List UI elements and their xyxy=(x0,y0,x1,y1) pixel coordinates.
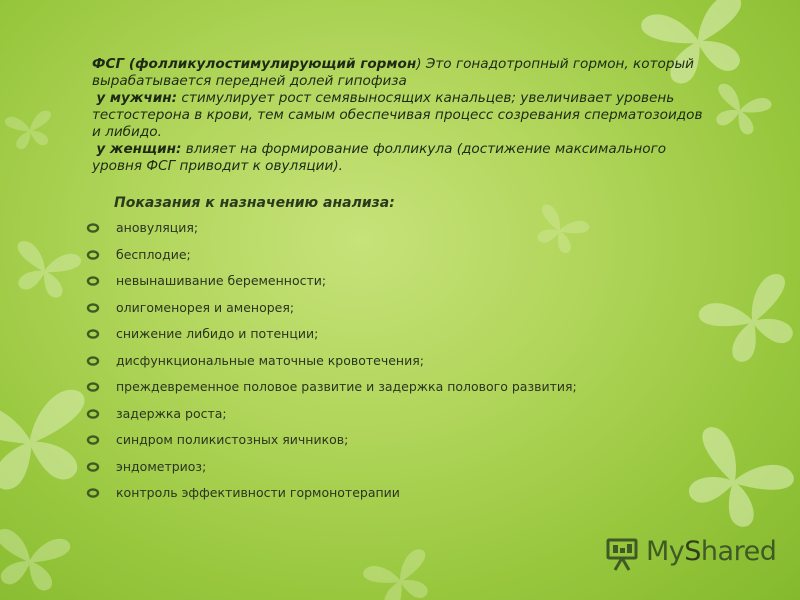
butterfly-icon xyxy=(707,82,774,139)
ring-bullet-icon xyxy=(86,409,100,419)
fsh-close: ) xyxy=(416,56,422,72)
list-item-text: дисфункциональные маточные кровотечения; xyxy=(116,352,424,368)
ring-bullet-icon xyxy=(86,435,100,445)
list-item xyxy=(86,221,712,248)
ring-bullet-icon xyxy=(86,488,100,498)
myshared-logo[interactable] xyxy=(606,536,776,572)
list-item-text: преждевременное половое развитие и задержка полового развития; xyxy=(116,379,577,394)
list-item-text: эндометриоз; xyxy=(116,458,207,474)
list-item-text: невынашивание беременности; xyxy=(116,273,327,288)
ring-bullet-icon xyxy=(86,462,100,472)
butterfly-icon xyxy=(7,239,82,302)
slide-content xyxy=(92,56,712,513)
indications-heading: Показания к назначению анализа: xyxy=(114,195,395,211)
logo-text xyxy=(646,536,776,567)
list-item xyxy=(86,248,712,275)
list-item xyxy=(86,433,712,460)
list-item-text: ановуляция; xyxy=(116,220,199,235)
list-item xyxy=(86,486,712,513)
intro-paragraph xyxy=(92,56,712,175)
butterfly-icon xyxy=(4,110,56,151)
list-item-text: бесплодие; xyxy=(116,246,191,262)
ring-bullet-icon xyxy=(86,382,100,392)
logo-text-s: S xyxy=(684,536,701,567)
logo-text-my: My xyxy=(646,536,685,567)
indications-list xyxy=(86,221,712,513)
list-item xyxy=(86,460,712,487)
ring-bullet-icon xyxy=(86,223,100,233)
butterfly-icon xyxy=(0,387,98,494)
list-item-text: задержка роста; xyxy=(116,405,227,421)
logo-text-hared: hared xyxy=(700,536,777,567)
men-label: у мужчин: xyxy=(96,90,178,106)
list-item xyxy=(86,354,712,381)
list-item-text: контроль эффективности гормонотерапии xyxy=(116,485,400,500)
butterfly-icon xyxy=(0,528,71,594)
list-item xyxy=(86,327,712,354)
women-description: влияет на формирование фолликула (достижение максимального уровня ФСГ приводит к овуляции). xyxy=(92,141,667,174)
fsh-description: Это гонадотропный гормон, который вырабатывается передней долей гипофиза xyxy=(92,56,695,89)
list-item xyxy=(86,274,712,301)
ring-bullet-icon xyxy=(86,276,100,286)
list-item xyxy=(86,301,712,328)
ring-bullet-icon xyxy=(86,303,100,313)
presentation-board-icon xyxy=(606,536,640,572)
butterfly-icon xyxy=(361,547,439,600)
ring-bullet-icon xyxy=(86,329,100,339)
list-item xyxy=(86,407,712,434)
list-item-text: синдром поликистозных яичников; xyxy=(116,432,349,447)
fsh-term: ФСГ (фолликулостимулирующий гормон xyxy=(92,56,417,72)
list-item-text: олигоменорея и аменорея; xyxy=(116,299,295,315)
list-item-text: снижение либидо и потенции; xyxy=(116,326,319,341)
list-item xyxy=(86,380,712,407)
men-description: стимулирует рост семявыносящих канальцев; увеличивает уровень тестостерона в крови, тем самым обеспечивая процесс созревания сперматозоидов и либидо. xyxy=(92,90,703,140)
women-label: у женщин: xyxy=(96,141,182,157)
ring-bullet-icon xyxy=(86,356,100,366)
ring-bullet-icon xyxy=(86,250,100,260)
